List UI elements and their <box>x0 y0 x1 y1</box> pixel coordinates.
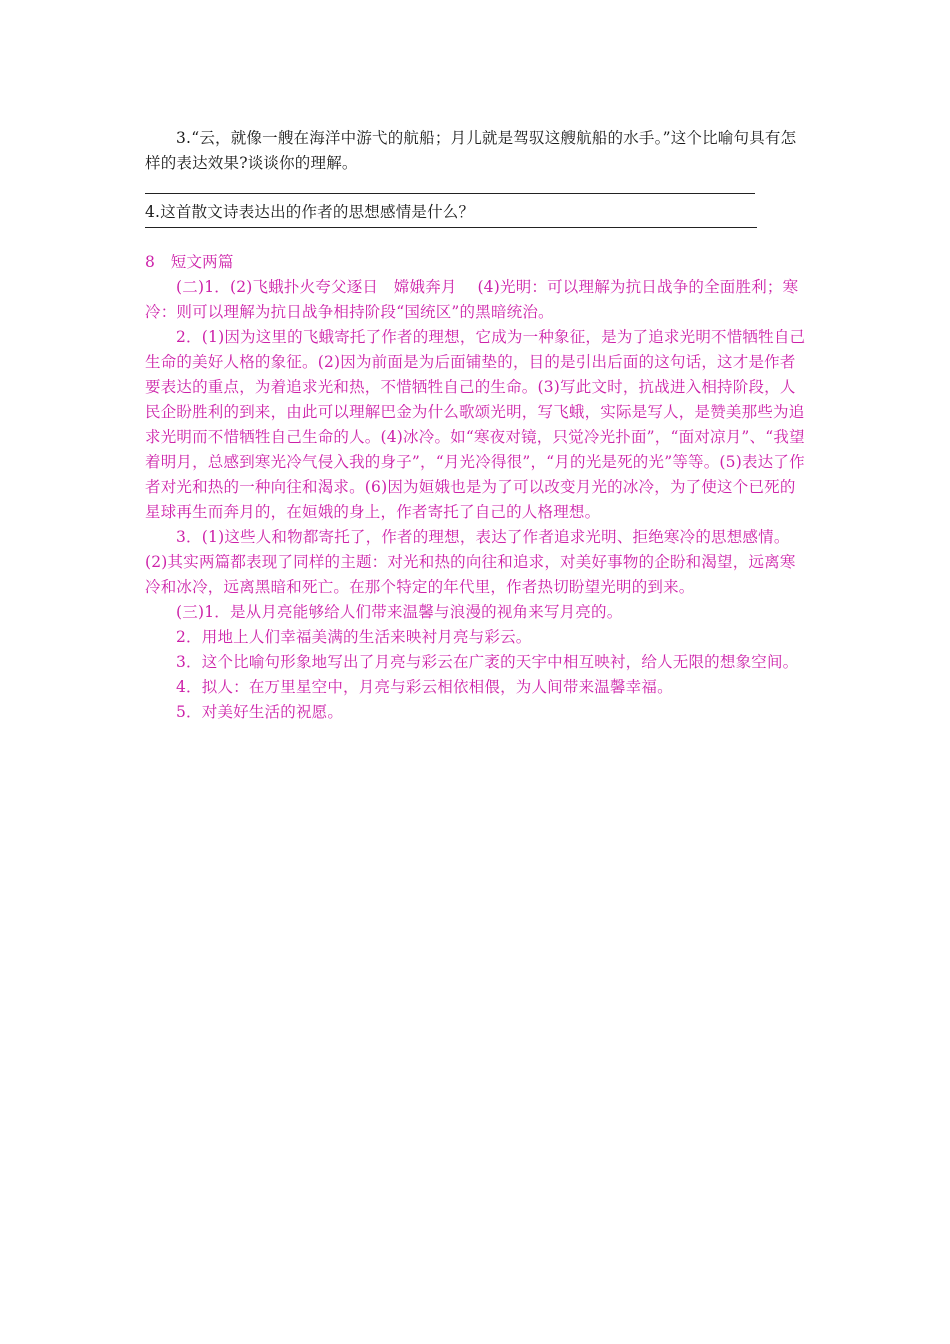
answer-paragraph: 4．拟人：在万里星空中，月亮与彩云相依相偎，为人间带来温馨幸福。 <box>176 678 673 696</box>
answer-paragraph: 3．(1)这些人和物都寄托了，作者的理想，表达了作者追求光明、拒绝寒冷的思想感情。(2)其实两篇都表现了同样的主题：对光和热的向往和追求，对美好事物的企盼和渴望，远离寒冷和冰冷，远离黑暗和死亡。在那个特定的年代里，作者热切盼望光明的到来。 <box>145 528 796 596</box>
question-3: 3.“云，就像一艘在海洋中游弋的航船；月儿就是驾驭这艘航船的水手。”这个比喻句具有怎样的表达效果?谈谈你的理解。 <box>145 129 797 172</box>
answer-paragraph: 2．(1)因为这里的飞蛾寄托了作者的理想，它成为一种象征，是为了追求光明不惜牺牲自己生命的美好人格的象征。(2)因为前面是为后面铺垫的，目的是引出后面的这句话，这才是作者要表达的重点，为着追求光和热，不惜牺牲自己的生命。(3)写此文时，抗战进入相持阶段，人民企盼胜利的到来，由此可以理解巴金为什么歌颂光明，写飞蛾，实际是写人，是赞美那些为追求光明而不惜牺牲自己生命的人。(4)冰冷。如“寒夜对镜，只觉冷光扑面”，“面对凉月”、“我望着明月，总感到寒光冷气侵入我的身子”，“月光冷得很”，“月的光是死的光”等等。(5)表达了作者对光和热的一种向往和渴求。(6)因为姮娥也是为了可以改变月光的冰冷，为了使这个已死的星球再生而奔月的，在姮娥的身上，作者寄托了自己的人格理想。 <box>145 328 806 521</box>
answer-paragraph: 5．对美好生活的祝愿。 <box>176 703 344 721</box>
answer-paragraph: (二)1．(2)飞蛾扑火夸父逐日 嫦娥奔月 (4)光明：可以理解为抗日战争的全面胜利；寒冷：则可以理解为抗日战争相持阶段“国统区”的黑暗统治。 <box>145 278 799 321</box>
section-title: 8 短文两篇 <box>145 253 234 271</box>
answer-paragraph: 3．这个比喻句形象地写出了月亮与彩云在广袤的天宇中相互映衬，给人无限的想象空间。 <box>176 653 799 671</box>
question-4: 4.这首散文诗表达出的作者的思想感情是什么？ <box>145 203 475 221</box>
answer-paragraph: 2．用地上人们幸福美满的生活来映衬月亮与彩云。 <box>176 628 532 646</box>
answer-line-q3 <box>145 193 755 194</box>
answer-paragraph: (三)1．是从月亮能够给人们带来温馨与浪漫的视角来写月亮的。 <box>176 603 623 621</box>
answer-section <box>145 250 810 725</box>
answer-line-q4 <box>145 227 757 228</box>
